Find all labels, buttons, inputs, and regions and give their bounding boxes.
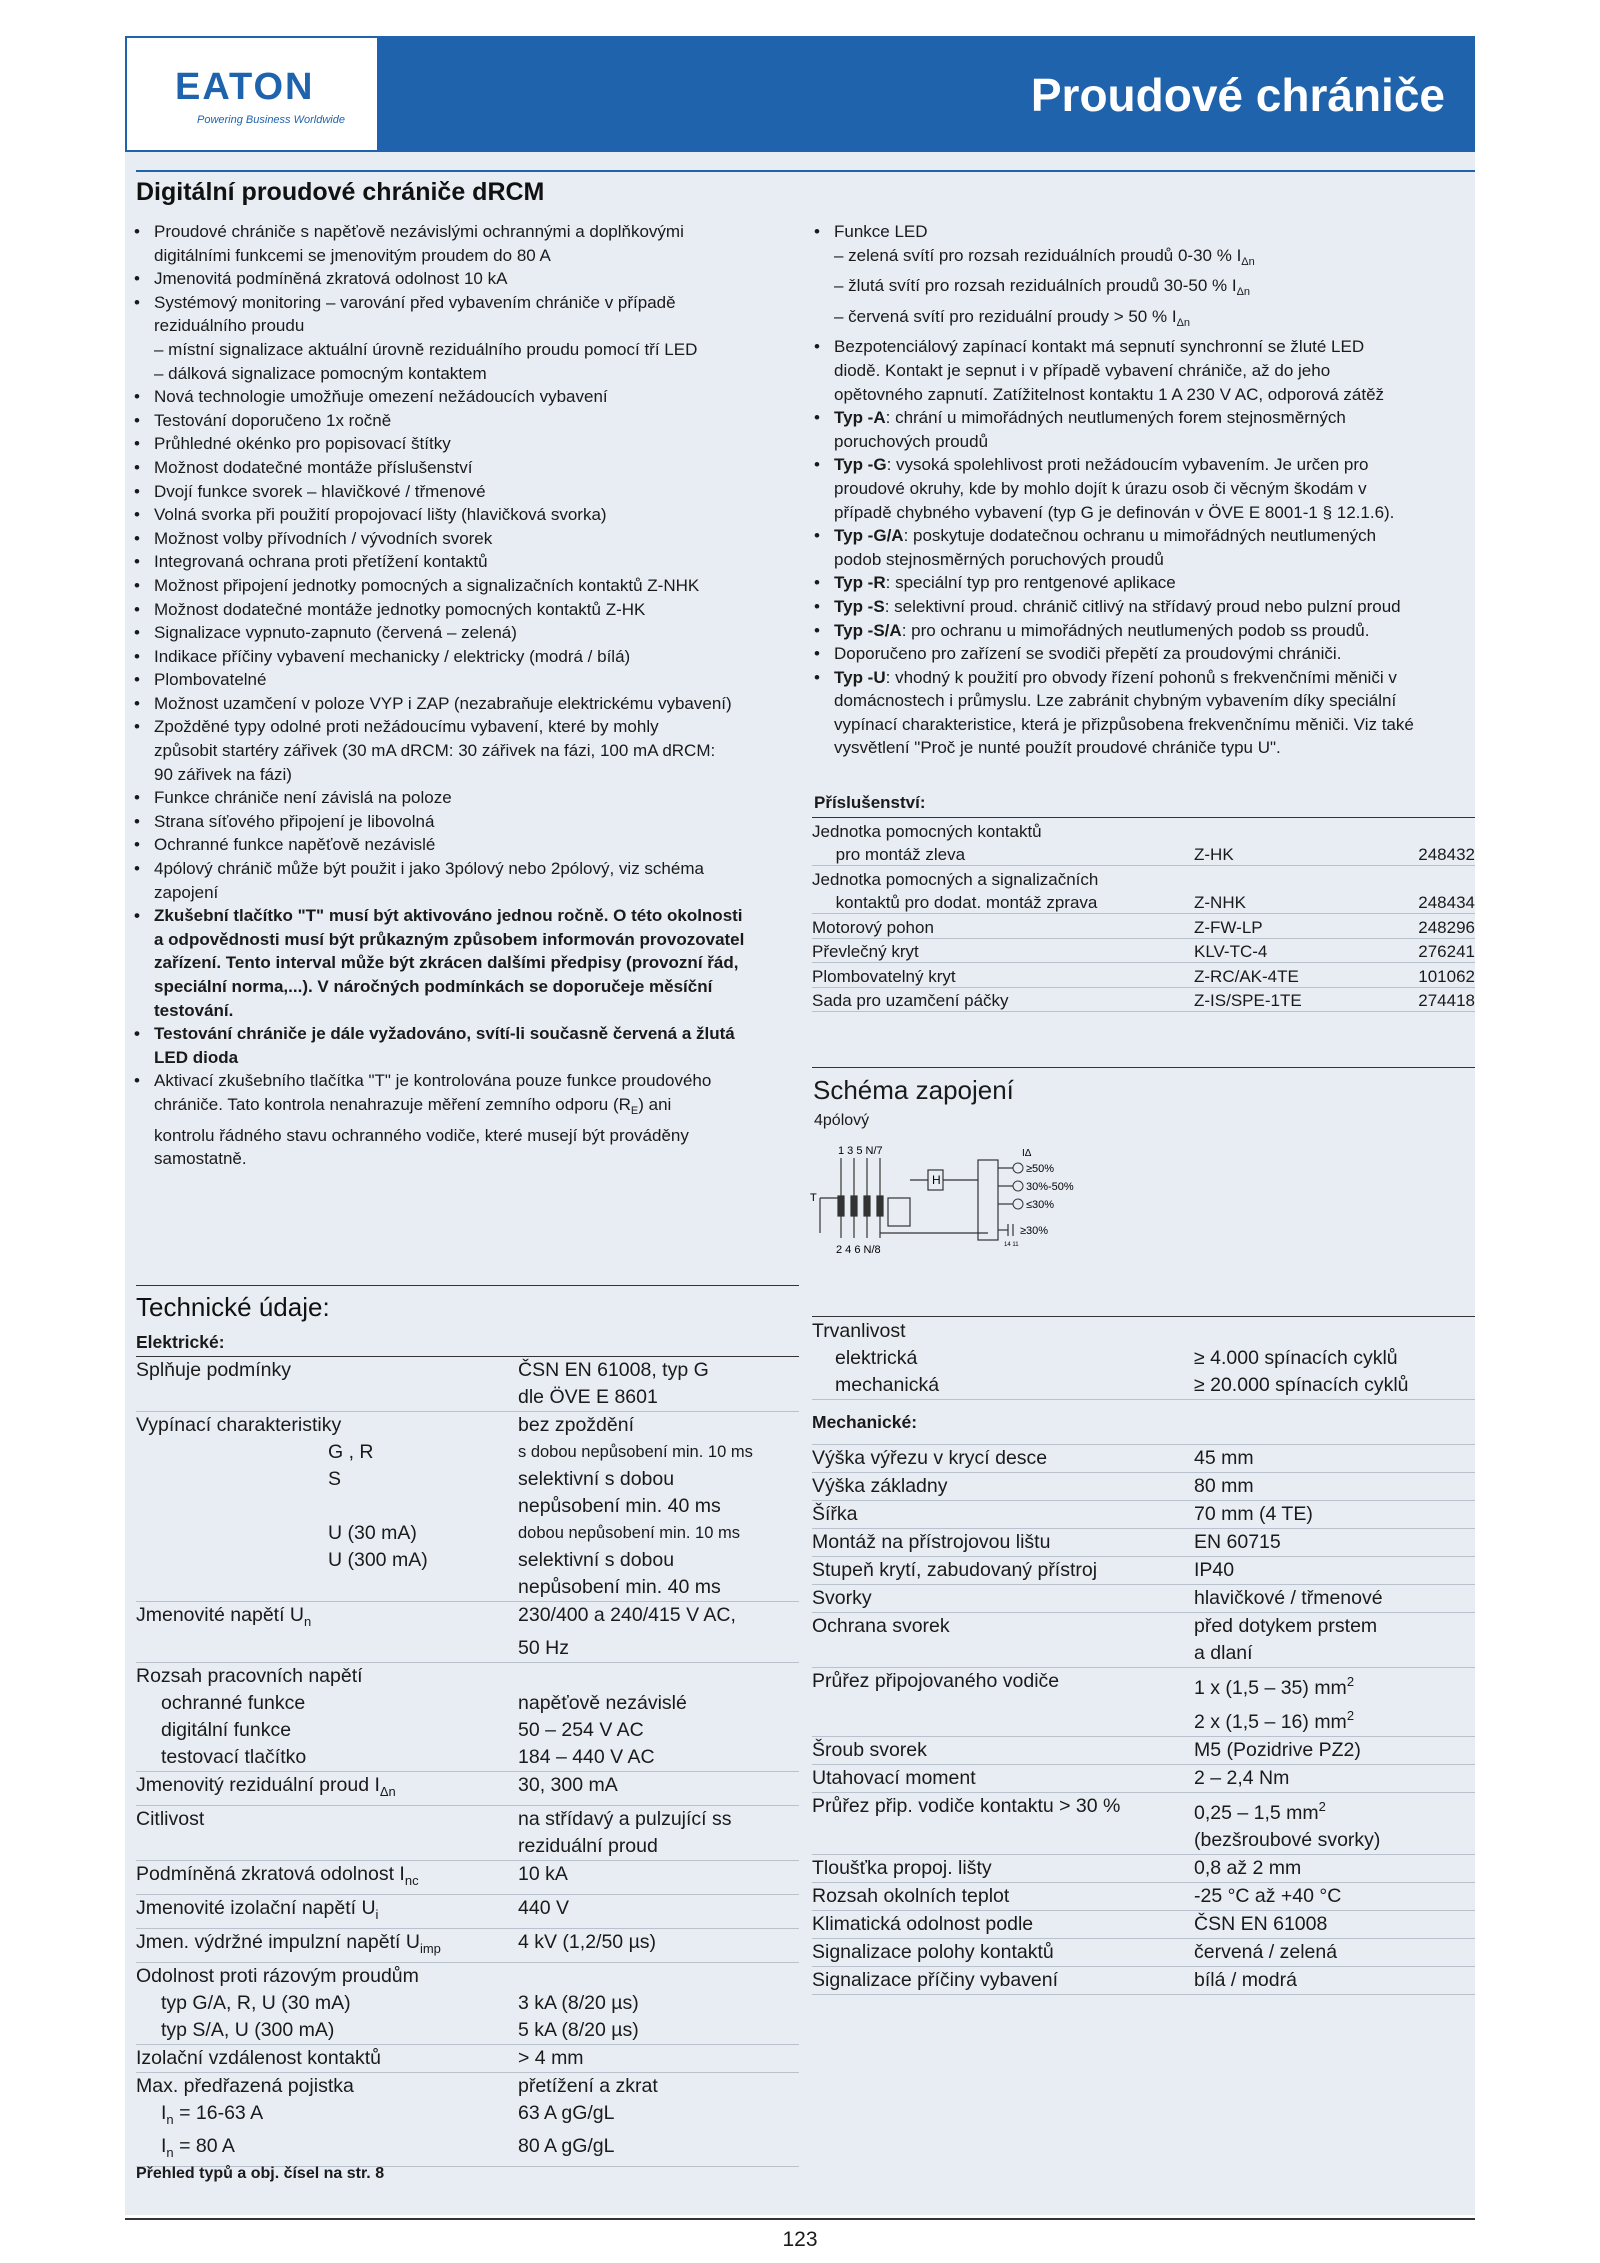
table-row: Utahovací moment 2 – 2,4 Nm [812,1765,1475,1793]
list-item: • Typ -G/A: poskytuje dodatečnou ochranu u mimořádných neutlumených [812,524,1472,548]
list-item: • 4pólový chránič může být použit i jako 3pólový nebo 2pólový, viz schéma [132,857,802,881]
logo-tagline: Powering Business Worldwide [197,114,345,126]
list-item: • Aktivací zkušebního tlačítka "T" je kontrolována pouze funkce proudového [132,1069,802,1093]
table-row: testovací tlačítko 184 – 440 V AC [136,1744,799,1772]
list-item: • Možnost uzamčení v poloze VYP i ZAP (nezabraňuje elektrickému vybavení) [132,692,802,716]
table-row: ochranné funkce napěťově nezávislé [161,1692,687,1714]
table-row: Jmenovité napětí $U_n$ 230/400 a 240/415 V AC, [136,1604,736,1629]
table-row: Průřez přip. vodiče kontaktu > 30 % 0,25 – 1,5 $mm^2$ [812,1795,1326,1824]
list-item: • Typ -U: vhodný k použití pro obvody řízení pohonů s frekvenčními měniči v [812,666,1472,690]
table-row: Klimatická odolnost podle ČSN EN 61008 [812,1911,1475,1939]
diagram-contact-pins: 14 11 [1004,1242,1019,1248]
table-row: $I_n = 80$ A 80 A gG/gL [136,2133,799,2167]
table-row: pro montáž zleva Z-HK 248432 [812,842,1475,866]
table-row: Plombovatelný kryt Z-RC/AK-4TE 101062 [812,963,1475,988]
footer-rule [125,2218,1475,2220]
list-item: • Možnost volby přívodních / vývodních svorek [132,527,802,551]
list-item: • Typ -R: speciální typ pro rentgenové aplikace [812,571,1472,595]
table-row: Ochrana svorek před dotykem prstem [812,1615,1378,1637]
table-row: (bezšroubové svorky) [812,1827,1475,1855]
list-item: • Strana síťového připojení je libovolná [132,810,802,834]
table-row: mechanická ≥ 20.000 spínacích cyklů [812,1372,1475,1400]
table-row: nepůsobení min. 40 ms [518,1495,721,1517]
durability-rule [812,1316,1475,1317]
list-item: 90 zářivek na fázi) [154,764,292,784]
list-item: • Typ -A: chrání u mimořádných neutlumených forem stejnosměrných [812,406,1472,430]
table-row: Sada pro uzamčení páčky Z-IS/SPE-1TE 274418 [812,987,1475,1012]
list-item: • Typ -S: selektivní proud. chránič citlivý na střídavý proud nebo pulzní proud [812,595,1472,619]
table-row: Citlivost na střídavý a pulzující ss [136,1808,732,1830]
list-item: kontrolu řádného stavu ochranného vodiče, které musejí být prováděny [154,1125,689,1145]
list-item: poruchových proudů [834,431,989,451]
list-item: • Nová technologie umožňuje omezení nežádoucích vybavení [132,385,802,409]
schema-title: Schéma zapojení [813,1075,1014,1105]
list-item: • Typ -S/A: pro ochranu u mimořádných neutlumených podob ss proudů. [812,619,1472,643]
table-row: U (30 mA) dobou nepůsobení min. 10 ms [328,1522,740,1544]
table-row: Jmenovitý reziduální proud $I_{\Delta n}$ 30, 300 mA [136,1772,799,1806]
accessories-table [812,818,1475,1012]
diagram-h-label: H [932,1173,941,1187]
list-item: digitálními funkcemi se jmenovitým proudem do 80 A [154,245,551,265]
list-item: podob stejnosměrných poruchových proudů [834,549,1164,569]
mechanical-table [812,1318,1475,1995]
diagram-bottom-terminals: 2 4 6 N/8 [836,1244,881,1256]
electrical-label: Elektrické: [136,1332,225,1352]
table-row: kontaktů pro dodat. montáž zprava Z-NHK 248434 [812,890,1475,914]
page-number: 123 [782,2228,818,2251]
table-row: dle ÖVE E 8601 [136,1384,799,1412]
table-row: Převlečný kryt KLV-TC-4 276241 [812,938,1475,963]
list-item: LED dioda [154,1047,239,1067]
table-row: Jmen. výdržné impulzní napětí $U_{imp}$ 4 kV (1,2/50 µs) [136,1929,799,1963]
list-item: • Bezpotenciálový zapínací kontakt má sepnutí synchronní se žluté LED [812,335,1472,359]
schema-rule [812,1067,1475,1068]
list-item: • Testování doporučeno 1x ročně [132,409,802,433]
list-item: – dálková signalizace pomocným kontaktem [154,363,487,383]
list-item: – červená svítí pro reziduální proudy > 50 % $I_{\Delta n}$ [834,306,1191,329]
list-item: a odpovědnosti musí být průkazným způsobem informován provozovatel [154,929,745,949]
list-item: • Plombovatelné [132,668,802,692]
list-item: testování. [154,1000,234,1020]
table-row: Výška výřezu v krycí desce 45 mm [812,1445,1475,1473]
list-item: • Systémový monitoring – varování před vybavením chrániče v případě [132,291,802,315]
diagram-idn-label: IΔ [1022,1148,1032,1159]
list-item: – žlutá svítí pro rozsah reziduálních proudů 30-50 % $I_{\Delta n}$ [834,276,1251,299]
table-row: Montáž na přístrojovou lištu EN 60715 [812,1529,1475,1557]
list-item: • Zkušební tlačítko "T" musí být aktivováno jednou ročně. O této okolnosti [132,904,802,928]
list-item: • Možnost dodatečné montáže jednotky pomocných kontaktů Z-HK [132,598,802,622]
list-item: • Proudové chrániče s napěťově nezávislými ochrannými a doplňkovými [132,220,802,244]
table-row: nepůsobení min. 40 ms [136,1574,799,1602]
table-row: Izolační vzdálenost kontaktů > 4 mm [136,2045,799,2073]
table-row: Průřez připojovaného vodiče 1 x (1,5 – 35) $mm^2$ [812,1670,1355,1699]
list-item: – zelená svítí pro rozsah reziduálních proudů 0-30 % $I_{\Delta n}$ [834,245,1255,268]
list-item: zapojení [154,882,219,902]
list-item: • Volná svorka při použití propojovací lišty (hlavičková svorka) [132,503,802,527]
list-item: • Testování chrániče je dále vyžadováno, svítí-li současně červená a žlutá [132,1022,802,1046]
list-item: • Indikace příčiny vybavení mechanicky / elektricky (modrá / bílá) [132,645,802,669]
list-item: • Signalizace vypnuto-zapnuto (červená – zelená) [132,621,802,645]
list-item: • Doporučeno pro zařízení se svodiči přepětí za proudovými chrániči. [812,642,1472,666]
list-item: případě chybného vybavení (typ G je definován v ÖVE E 8001-1 § 12.1.6). [834,502,1395,522]
table-row: Jmenovité izolační napětí $U_i$ 440 V [136,1895,799,1929]
table-row: reziduální proud [136,1833,799,1861]
list-item: – místní signalizace aktuální úrovně reziduálního proudu pomocí tří LED [154,339,698,359]
electrical-table [136,1357,799,2167]
table-row: Rozsah okolních teplot -25 °C až +40 °C [812,1883,1475,1911]
eaton-logo: EATON [175,66,315,108]
table-row: Trvanlivost [812,1320,906,1342]
table-row: Stupeň krytí, zabudovaný přístroj IP40 [812,1557,1475,1585]
list-item: proudové okruhy, kde by mohlo dojít k úrazu osob či věcným škodám v [834,478,1367,498]
table-row: S selektivní s dobou [328,1468,675,1490]
list-item: • Možnost připojení jednotky pomocných a signalizačních kontaktů Z-NHK [132,574,802,598]
table-row [812,1400,1475,1445]
table-row: Šroub svorek M5 (Pozidrive PZ2) [812,1737,1475,1765]
table-row: Svorky hlavičkové / třmenové [812,1585,1475,1613]
table-row: $I_n = 16-63$ A 63 A gG/gL [161,2102,615,2127]
list-item: vysvětlení "Proč je nunté použít proudové chrániče typu U". [834,738,1281,758]
table-row: Šířka 70 mm (4 TE) [812,1501,1475,1529]
table-row: digitální funkce 50 – 254 V AC [161,1719,644,1741]
tech-rule [136,1285,799,1286]
wiring-diagram-svg [808,1138,1108,1258]
table-row: U (300 mA) selektivní s dobou [328,1549,675,1571]
list-item: • Jmenovitá podmíněná zkratová odolnost 10 kA [132,267,802,291]
diagram-top-terminals: 1 3 5 N/7 [838,1145,883,1157]
table-row: elektrická ≥ 4.000 spínacích cyklů [835,1347,1398,1369]
table-row: Signalizace příčiny vybavení bílá / modrá [812,1967,1475,1995]
list-item: samostatně. [154,1149,247,1169]
list-item: • Možnost dodatečné montáže příslušenství [132,456,802,480]
table-row: a dlaní [812,1640,1475,1668]
section-title: Digitální proudové chrániče dRCM [136,178,545,206]
table-row: Rozsah pracovních napětí [136,1665,363,1687]
list-item: zařízení. Tento interval může být zkrácen dalšími předpisy (provozní řád, [154,953,739,973]
list-item: domácnostech i průmyslu. Lze zabránit chybným vybavením díky speciální [834,691,1397,711]
list-item: • Dvojí funkce svorek – hlavičkové / třmenové [132,480,802,504]
schema-subtitle: 4pólový [814,1112,870,1129]
list-item: • Typ -G: vysoká spolehlivost proti nežádoucím vybavením. Je určen pro [812,453,1472,477]
list-item: • Funkce LED [812,220,1472,244]
mechanical-label: Mechanické: [812,1400,1194,1445]
table-row: Tloušťka propoj. lišty 0,8 až 2 mm [812,1855,1475,1883]
list-item: chrániče. Tato kontrola nenahrazuje měření zemního odporu $(R_E)$ ani [154,1094,672,1117]
table-row: Vypínací charakteristiky bez zpoždění [136,1414,635,1436]
table-row: typ S/A, U (300 mA) 5 kA (8/20 µs) [136,2017,799,2045]
list-item: speciální norma,...). V náročných podmínkách se doporučeje měsíční [154,977,713,996]
table-row: Splňuje podmínky ČSN EN 61008, typ G [136,1359,709,1381]
table-row: Max. předřazená pojistka přetížení a zkrat [136,2075,658,2097]
feature-list-left [132,220,802,1171]
list-item: • Průhledné okénko pro popisovací štítky [132,432,802,456]
table-row: Motorový pohon Z-FW-LP 248296 [812,914,1475,939]
feature-list-right [812,220,1472,760]
list-item: diodě. Kontakt je sepnut i v případě vybavení chrániče, až do jeho [834,360,1331,380]
list-item: • Funkce chrániče není závislá na poloze [132,786,802,810]
table-row: 50 Hz [136,1635,799,1663]
list-item: • Integrovaná ochrana proti přetížení kontaktů [132,550,802,574]
table-row: typ G/A, R, U (30 mA) 3 kA (8/20 µs) [161,1992,639,2014]
table-row: 2 x (1,5 – 16) $mm^2$ [812,1702,1475,1737]
list-item: • Ochranné funkce napěťově nezávislé [132,833,802,857]
table-row: Jednotka pomocných a signalizačních [812,869,1099,889]
wiring-diagram [808,1138,1108,1258]
logo-box [125,36,379,152]
page-title: Proudové chrániče [1030,69,1445,121]
section-rule [136,170,1475,172]
tech-title: Technické údaje: [136,1292,330,1322]
table-row: Signalizace polohy kontaktů červená / zelená [812,1939,1475,1967]
list-item: reziduálního proudu [154,316,305,336]
diagram-contact-label: ≥30% [1020,1225,1049,1237]
table-row: Jednotka pomocných kontaktů [812,821,1042,841]
list-item: opětovného zapnutí. Zatížitelnost kontaktu 1 A 230 V AC, odporová zátěž [834,384,1385,404]
table-row: Odolnost proti rázovým proudům [136,1965,419,1987]
diagram-led-high: ≥50% [1026,1163,1055,1175]
footer-note: Přehled typů a obj. čísel na str. 8 [136,2165,385,2182]
list-item: vypínací charakteristice, která je přizpůsobena frekvenčnímu měniči. Viz také [834,714,1414,734]
list-item: způsobit startéry zářivek (30 mA dRCM: 30 zářivek na fázi, 100 mA dRCM: [154,741,716,761]
title-band [379,36,1475,152]
diagram-led-low: ≤30% [1026,1199,1055,1211]
table-row: Podmíněná zkratová odolnost $I_{nc}$ 10 kA [136,1861,799,1895]
list-item: • Zpožděné typy odolné proti nežádoucímu vybavení, které by mohly [132,715,802,739]
table-row: G , R s dobou nepůsobení min. 10 ms [328,1441,753,1463]
accessories-title: Příslušenství: [814,793,926,812]
diagram-t-label: T [810,1192,817,1204]
diagram-led-mid: 30%-50% [1026,1181,1074,1193]
table-row: Výška základny 80 mm [812,1473,1475,1501]
